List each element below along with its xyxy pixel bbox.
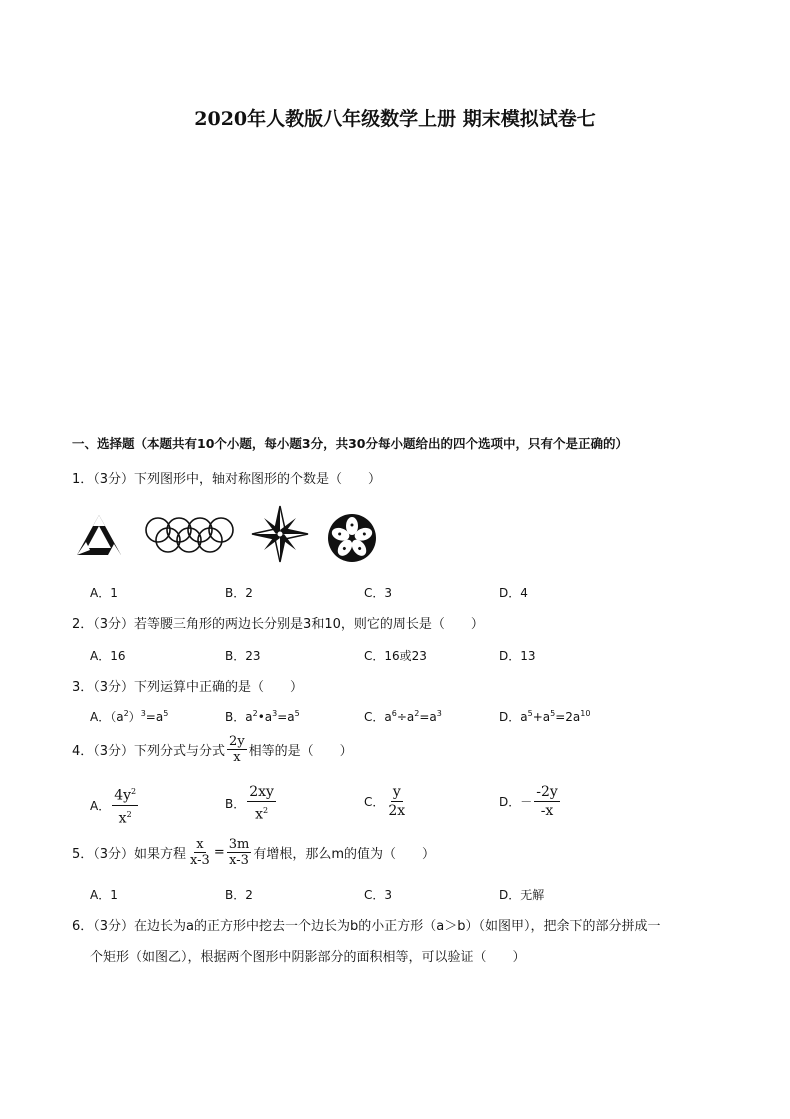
q2-option-a: A．16	[90, 649, 126, 663]
q5-option-b: B．2	[225, 888, 253, 902]
q1-option-b: B．2	[225, 586, 253, 600]
question-1-stem: 1．（3分）下列图形中，轴对称图形的个数是（ ）	[72, 472, 382, 487]
q4-option-b: B． $\frac{2xy}{x^2}$	[225, 784, 274, 823]
q4-reference-fraction: $\frac{2y}{x}$	[229, 734, 245, 765]
q3-option-d: D．$a^5+a^5=2a^{10}$	[499, 709, 591, 724]
q5-option-a: A．1	[90, 888, 118, 902]
q1-option-d: D．4	[499, 586, 528, 600]
question-6-line-2: 个矩形（如图乙），根据两个图形中阴影部分的面积相等，可以验证（ ）	[90, 950, 526, 965]
q2-option-c: C．16或23	[364, 649, 427, 663]
question-5-stem: 5．（3分）如果方程 $\frac{x}{x-3}$ = $\frac{3m}{x-3}$ 有增根，那么m的值为（ ）	[72, 837, 436, 868]
page-title: 2020年人教版八年级数学上册 期末模拟试卷七	[194, 108, 596, 130]
q4-option-d: D．－ $\frac{-2y}{-x}$	[499, 784, 558, 819]
q3-option-a: A．$(a^2)^3=a^5$	[90, 709, 169, 724]
q2-option-b: B．23	[225, 649, 261, 663]
question-3-stem: 3．（3分）下列运算中正确的是（ ）	[72, 680, 304, 695]
question-6-line-1: 6．（3分）在边长为a的正方形中挖去一个边长为b的小正方形（a＞b）（如图甲），把余下的部分拼成一	[72, 919, 661, 934]
question-2-stem: 2．（3分）若等腰三角形的两边长分别是3和10，则它的周长是（ ）	[72, 617, 484, 632]
q5-fraction-right: $\frac{3m}{x-3}$	[228, 837, 250, 868]
olympic-rings-icon	[144, 514, 234, 554]
q5-option-d: D．无解	[499, 888, 545, 902]
q1-option-c: C．3	[364, 586, 393, 600]
q4-option-c: C． $\frac{y}{2x}$	[364, 784, 406, 819]
q1-option-a: A．1	[90, 586, 118, 600]
section-heading: 一、选择题（本题共有10个小题，每小题3分，共30分每小题给出的四个选项中，只有个是正确的）	[72, 436, 628, 451]
compass-star-icon	[250, 504, 310, 564]
q5-fraction-left: $\frac{x}{x-3}$	[190, 837, 210, 868]
q5-option-c: C．3	[364, 888, 393, 902]
bauhinia-flower-icon	[326, 512, 378, 564]
q3-option-c: C．$a^6\div a^2=a^3$	[364, 709, 442, 724]
question-4-stem: 4．（3分）下列分式与分式 $\frac{2y}{x}$ 相等的是（ ）	[72, 734, 353, 765]
q2-option-d: D．13	[499, 649, 536, 663]
recycle-icon	[74, 512, 124, 560]
q4-option-a: A． $\frac{4y^2}{x^2}$	[90, 783, 140, 827]
q3-option-b: B．$a^2•a^3=a^5$	[225, 709, 300, 724]
